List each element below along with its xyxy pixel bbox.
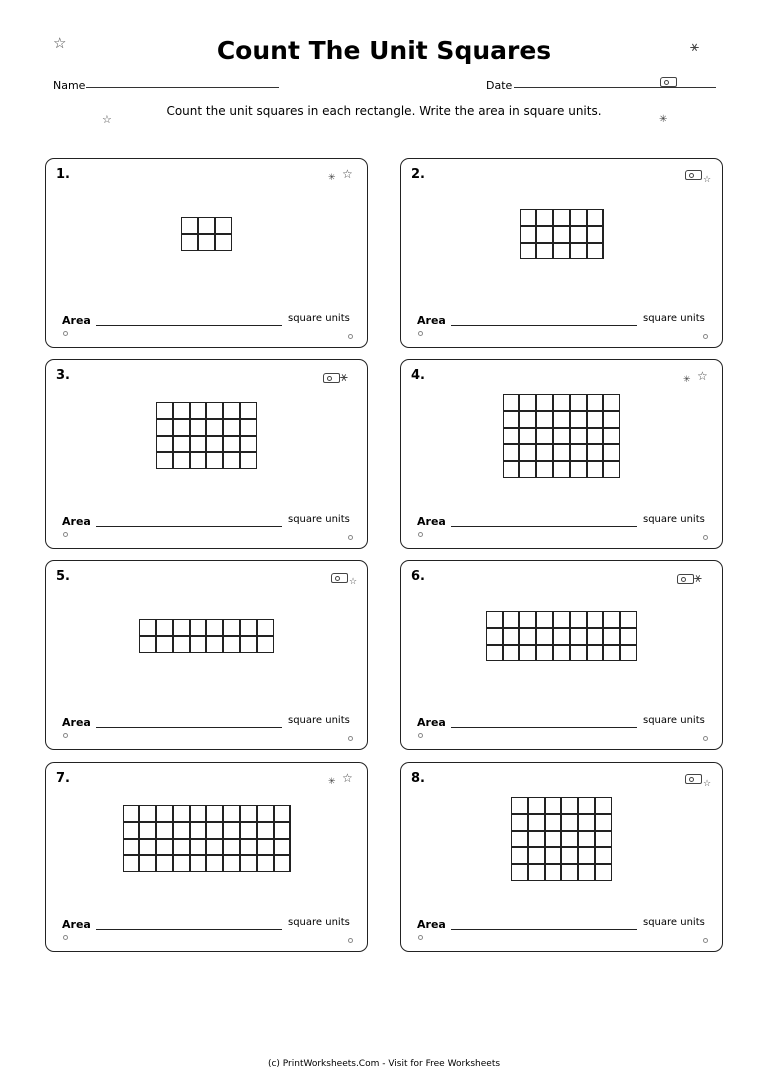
unit-square <box>156 402 173 419</box>
date-label: Date <box>486 79 513 92</box>
unit-square <box>206 822 223 839</box>
unit-square <box>603 461 620 478</box>
unit-square <box>156 636 173 653</box>
unit-square <box>553 428 570 445</box>
unit-square <box>240 436 257 453</box>
unit-square-grid <box>486 611 637 661</box>
unit-square <box>206 402 223 419</box>
problem-card <box>400 359 723 549</box>
unit-square <box>223 839 240 856</box>
asterisk-icon: ⚹ <box>340 370 348 385</box>
date-field[interactable] <box>514 87 716 88</box>
unit-square <box>139 855 156 872</box>
unit-square <box>511 864 528 881</box>
unit-square <box>578 797 595 814</box>
unit-square <box>257 636 274 653</box>
unit-square <box>536 611 553 628</box>
unit-square <box>139 822 156 839</box>
unit-square <box>274 839 291 856</box>
unit-square <box>156 805 173 822</box>
unit-square <box>519 611 536 628</box>
unit-square <box>240 636 257 653</box>
unit-square <box>528 864 545 881</box>
unit-square <box>274 855 291 872</box>
unit-square <box>536 209 553 226</box>
unit-square <box>223 452 240 469</box>
unit-square <box>257 839 274 856</box>
dot-icon <box>63 532 68 537</box>
unit-square <box>257 855 274 872</box>
unit-square <box>156 452 173 469</box>
unit-square <box>503 628 520 645</box>
area-answer-field[interactable] <box>451 929 637 930</box>
unit-square <box>139 619 156 636</box>
dot-icon <box>418 733 423 738</box>
problem-number: 4. <box>411 368 425 383</box>
units-label: square units <box>643 715 705 726</box>
unit-square <box>536 461 553 478</box>
area-answer-field[interactable] <box>96 526 282 527</box>
star-icon: ☆ <box>349 577 358 587</box>
unit-square <box>190 822 207 839</box>
unit-square <box>561 814 578 831</box>
unit-square <box>536 394 553 411</box>
unit-square <box>240 855 257 872</box>
unit-square <box>520 209 537 226</box>
unit-square <box>206 636 223 653</box>
unit-square <box>123 805 140 822</box>
star-icon: ☆ <box>703 175 712 185</box>
name-label: Name <box>53 79 86 92</box>
unit-square <box>553 444 570 461</box>
unit-square <box>503 394 520 411</box>
unit-square <box>587 226 604 243</box>
unit-square <box>173 855 190 872</box>
unit-square <box>561 797 578 814</box>
unit-square <box>173 619 190 636</box>
unit-square <box>536 444 553 461</box>
unit-square <box>190 855 207 872</box>
unit-square <box>511 847 528 864</box>
unit-square <box>223 436 240 453</box>
unit-square <box>528 814 545 831</box>
unit-square <box>190 636 207 653</box>
unit-square <box>223 805 240 822</box>
unit-square <box>206 452 223 469</box>
unit-square <box>553 243 570 260</box>
unit-square <box>190 452 207 469</box>
unit-square <box>520 226 537 243</box>
tag-icon <box>660 77 677 87</box>
unit-square <box>173 805 190 822</box>
dot-icon <box>703 736 708 741</box>
unit-square <box>190 805 207 822</box>
unit-square <box>206 839 223 856</box>
unit-square-grid <box>139 619 273 653</box>
unit-square <box>578 864 595 881</box>
unit-square <box>553 411 570 428</box>
unit-square <box>595 847 612 864</box>
dot-icon <box>63 733 68 738</box>
area-label: Area <box>417 918 446 931</box>
dot-icon <box>63 935 68 940</box>
unit-square <box>520 243 537 260</box>
area-label: Area <box>62 918 91 931</box>
unit-square <box>156 839 173 856</box>
unit-square <box>190 402 207 419</box>
unit-square <box>156 436 173 453</box>
unit-square <box>223 419 240 436</box>
unit-square <box>603 611 620 628</box>
unit-square <box>223 636 240 653</box>
unit-square <box>198 234 215 251</box>
problem-number: 8. <box>411 771 425 786</box>
unit-square <box>578 831 595 848</box>
dot-icon <box>63 331 68 336</box>
unit-square <box>553 645 570 662</box>
dot-icon <box>703 938 708 943</box>
unit-square <box>603 394 620 411</box>
area-answer-field[interactable] <box>96 929 282 930</box>
unit-square <box>603 428 620 445</box>
unit-square <box>503 611 520 628</box>
unit-square <box>181 217 198 234</box>
unit-square <box>139 636 156 653</box>
area-answer-field[interactable] <box>451 727 637 728</box>
area-label: Area <box>417 716 446 729</box>
instructions: Count the unit squares in each rectangle. Write the area in square units. <box>166 104 602 118</box>
unit-square <box>486 628 503 645</box>
unit-square <box>570 611 587 628</box>
unit-square <box>528 847 545 864</box>
unit-square <box>215 234 232 251</box>
problem-card <box>400 158 723 348</box>
unit-square <box>190 436 207 453</box>
problem-card <box>400 560 723 750</box>
unit-square <box>206 619 223 636</box>
problem-number: 1. <box>56 167 70 182</box>
unit-square <box>603 645 620 662</box>
unit-square <box>503 428 520 445</box>
unit-square <box>156 419 173 436</box>
unit-square <box>519 394 536 411</box>
unit-square <box>173 822 190 839</box>
unit-square <box>570 444 587 461</box>
unit-square <box>587 444 604 461</box>
star-icon: ☆ <box>342 771 353 785</box>
problem-number: 7. <box>56 771 70 786</box>
unit-square <box>190 839 207 856</box>
unit-square-grid <box>181 217 231 251</box>
unit-square <box>570 428 587 445</box>
unit-square <box>511 831 528 848</box>
unit-square <box>503 645 520 662</box>
unit-square <box>240 822 257 839</box>
problem-card <box>45 359 368 549</box>
unit-square <box>553 394 570 411</box>
unit-square <box>528 831 545 848</box>
unit-square <box>123 822 140 839</box>
area-answer-field[interactable] <box>96 727 282 728</box>
unit-square <box>223 822 240 839</box>
unit-square <box>173 436 190 453</box>
unit-square <box>570 645 587 662</box>
unit-square <box>206 436 223 453</box>
unit-square <box>503 411 520 428</box>
area-label: Area <box>417 515 446 528</box>
unit-square <box>257 805 274 822</box>
unit-square <box>274 805 291 822</box>
area-answer-field[interactable] <box>451 526 637 527</box>
problem-number: 6. <box>411 569 425 584</box>
unit-square <box>578 814 595 831</box>
unit-square <box>156 822 173 839</box>
unit-square <box>223 855 240 872</box>
unit-square <box>545 831 562 848</box>
problem-number: 5. <box>56 569 70 584</box>
unit-square <box>561 864 578 881</box>
unit-square <box>274 822 291 839</box>
dot-icon <box>703 334 708 339</box>
unit-square <box>206 805 223 822</box>
unit-square <box>190 419 207 436</box>
unit-square-grid <box>503 394 621 478</box>
unit-square <box>561 831 578 848</box>
tag-icon <box>323 373 340 383</box>
unit-square <box>173 452 190 469</box>
area-label: Area <box>62 314 91 327</box>
unit-square <box>587 411 604 428</box>
unit-square <box>587 628 604 645</box>
area-label: Area <box>417 314 446 327</box>
unit-square <box>519 428 536 445</box>
unit-square <box>536 428 553 445</box>
unit-square <box>603 444 620 461</box>
units-label: square units <box>288 313 350 324</box>
unit-square <box>570 628 587 645</box>
unit-square <box>173 402 190 419</box>
unit-square <box>553 611 570 628</box>
star-icon: ☆ <box>102 113 112 126</box>
asterisk-icon: ⚹ <box>690 37 700 55</box>
unit-square <box>587 611 604 628</box>
unit-square <box>570 209 587 226</box>
dot-icon <box>703 535 708 540</box>
unit-square <box>240 805 257 822</box>
unit-square <box>503 444 520 461</box>
unit-square <box>519 411 536 428</box>
unit-square <box>486 611 503 628</box>
unit-square <box>240 839 257 856</box>
unit-square <box>545 864 562 881</box>
unit-square <box>570 461 587 478</box>
area-label: Area <box>62 515 91 528</box>
unit-square-grid <box>123 805 291 872</box>
unit-square <box>240 619 257 636</box>
unit-square <box>123 839 140 856</box>
unit-square <box>528 797 545 814</box>
dot-icon <box>418 532 423 537</box>
units-label: square units <box>288 917 350 928</box>
unit-square <box>570 411 587 428</box>
unit-square <box>181 234 198 251</box>
problem-card <box>45 560 368 750</box>
units-label: square units <box>288 514 350 525</box>
unit-square <box>595 864 612 881</box>
unit-square <box>503 461 520 478</box>
tag-icon <box>685 774 702 784</box>
dot-icon <box>348 736 353 741</box>
unit-square <box>206 855 223 872</box>
unit-square <box>553 226 570 243</box>
asterisk-icon: ⚹ <box>694 571 702 586</box>
unit-square <box>240 402 257 419</box>
unit-square <box>156 619 173 636</box>
sparkle-icon: ✳ <box>328 777 336 787</box>
unit-square <box>553 628 570 645</box>
dot-icon <box>418 331 423 336</box>
unit-square <box>519 628 536 645</box>
dot-icon <box>348 535 353 540</box>
unit-square <box>570 394 587 411</box>
sparkle-icon: ✳ <box>328 173 336 183</box>
unit-square-grid <box>520 209 604 259</box>
unit-square <box>511 797 528 814</box>
unit-square <box>587 645 604 662</box>
units-label: square units <box>643 917 705 928</box>
unit-square <box>536 628 553 645</box>
unit-square <box>486 645 503 662</box>
units-label: square units <box>643 514 705 525</box>
unit-square <box>545 847 562 864</box>
unit-square <box>545 797 562 814</box>
problem-number: 2. <box>411 167 425 182</box>
unit-square <box>587 428 604 445</box>
star-icon: ☆ <box>697 369 708 383</box>
unit-square <box>603 628 620 645</box>
dot-icon <box>418 935 423 940</box>
unit-square <box>519 444 536 461</box>
area-answer-field[interactable] <box>451 325 637 326</box>
star-icon: ☆ <box>342 167 353 181</box>
unit-square <box>223 619 240 636</box>
unit-square <box>511 814 528 831</box>
unit-square <box>257 619 274 636</box>
unit-square <box>240 452 257 469</box>
footer-text: (c) PrintWorksheets.Com - Visit for Free Worksheets <box>267 1059 501 1069</box>
star-icon: ☆ <box>703 779 712 789</box>
unit-square <box>206 419 223 436</box>
unit-square <box>553 209 570 226</box>
unit-square-grid <box>156 402 257 469</box>
unit-square-grid <box>511 797 612 881</box>
area-answer-field[interactable] <box>96 325 282 326</box>
unit-square <box>139 839 156 856</box>
unit-square <box>587 394 604 411</box>
dot-icon <box>348 938 353 943</box>
unit-square <box>519 645 536 662</box>
dot-icon <box>348 334 353 339</box>
unit-square <box>257 822 274 839</box>
unit-square <box>570 243 587 260</box>
unit-square <box>123 855 140 872</box>
unit-square <box>620 628 637 645</box>
problem-card <box>45 762 368 952</box>
unit-square <box>545 814 562 831</box>
units-label: square units <box>288 715 350 726</box>
unit-square <box>620 645 637 662</box>
tag-icon <box>331 573 348 583</box>
unit-square <box>603 411 620 428</box>
problem-number: 3. <box>56 368 70 383</box>
unit-square <box>536 226 553 243</box>
sparkle-icon: ✳ <box>659 114 668 125</box>
problem-card <box>45 158 368 348</box>
unit-square <box>536 243 553 260</box>
star-icon: ☆ <box>53 34 67 52</box>
unit-square <box>595 797 612 814</box>
tag-icon <box>677 574 694 584</box>
unit-square <box>173 839 190 856</box>
unit-square <box>536 411 553 428</box>
unit-square <box>519 461 536 478</box>
unit-square <box>595 831 612 848</box>
unit-square <box>536 645 553 662</box>
unit-square <box>156 855 173 872</box>
unit-square <box>198 217 215 234</box>
unit-square <box>595 814 612 831</box>
unit-square <box>240 419 257 436</box>
sparkle-icon: ✳ <box>683 375 691 385</box>
unit-square <box>190 619 207 636</box>
page-title: Count The Unit Squares <box>216 36 552 65</box>
unit-square <box>173 419 190 436</box>
unit-square <box>553 461 570 478</box>
problem-card <box>400 762 723 952</box>
unit-square <box>139 805 156 822</box>
name-field[interactable] <box>86 87 279 88</box>
unit-square <box>561 847 578 864</box>
unit-square <box>578 847 595 864</box>
unit-square <box>587 461 604 478</box>
units-label: square units <box>643 313 705 324</box>
unit-square <box>223 402 240 419</box>
tag-icon <box>685 170 702 180</box>
area-label: Area <box>62 716 91 729</box>
unit-square <box>587 243 604 260</box>
unit-square <box>587 209 604 226</box>
unit-square <box>215 217 232 234</box>
unit-square <box>173 636 190 653</box>
unit-square <box>570 226 587 243</box>
unit-square <box>620 611 637 628</box>
